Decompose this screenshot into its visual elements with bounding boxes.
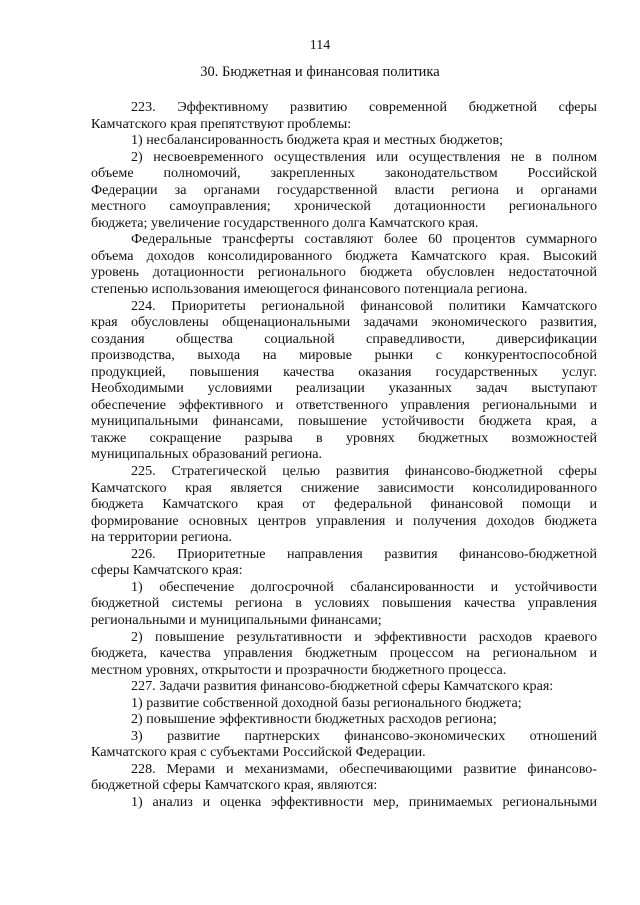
text-line: создания общества социальной справедливости, диверсификации [91, 330, 597, 347]
text-line: 1) несбалансированность бюджета края и местных бюджетов; [131, 132, 504, 149]
section-title: 30. Бюджетная и финансовая политика [200, 64, 440, 80]
text-line: объема доходов консолидированного бюджета Камчатского края. Высокий [91, 247, 597, 264]
page-number: 114 [309, 38, 331, 53]
text-line: бюджета, качества управления бюджетным процессом на региональном и [91, 645, 597, 662]
text-line: региональными и муниципальными финансами; [91, 611, 382, 628]
text-line: 2) повышение результативности и эффективности расходов краевого [131, 628, 597, 645]
text-line: производства, выхода на мировые рынки с конкурентоспособной [91, 347, 597, 364]
text-line: продукцией, повышения качества оказания государственных услуг. [91, 363, 597, 380]
text-line: Камчатского края препятствуют проблемы: [91, 115, 352, 132]
text-line: местного самоуправления; хронической дотационности регионального [91, 198, 597, 215]
text-line: 1) развитие собственной доходной базы регионального бюджета; [131, 694, 522, 711]
text-line: 3) развитие партнерских финансово-экономических отношений [131, 727, 597, 744]
text-line: 225. Стратегической целью развития финансово-бюджетной сферы [131, 463, 597, 480]
text-line: муниципальных образований региона. [91, 446, 323, 463]
text-line: Федерации за органами государственной власти региона и органами [91, 181, 597, 198]
text-line: бюджета; увеличение государственного долга Камчатского края. [91, 214, 479, 231]
text-line: объеме полномочий, закрепленных законодательством Российской [91, 165, 597, 182]
text-line: края обусловлены общенациональными задачами экономического развития, [91, 314, 597, 331]
text-line: степенью использования имеющегося финансового потенциала региона. [91, 281, 528, 298]
text-line: 2) несвоевременного осуществления или осуществления не в полном [131, 148, 597, 165]
text-line: 223. Эффективному развитию современной бюджетной сферы [131, 99, 597, 115]
text-line: 1) анализ и оценка эффективности мер, принимаемых региональными [131, 793, 597, 810]
text-line: 228. Мерами и механизмами, обеспечивающими развитие финансово- [131, 760, 597, 777]
text-line: 227. Задачи развития финансово-бюджетной сферы Камчатского края: [131, 678, 554, 695]
text-line: 226. Приоритетные направления развития финансово-бюджетной [131, 545, 597, 562]
text-line: также сокращение разрыва в уровнях бюджетных возможностей [91, 429, 597, 446]
text-line: Необходимыми условиями реализации указанных задач выступают [91, 380, 597, 397]
text-line: на территории региона. [91, 529, 233, 546]
text-line: Камчатского края с субъектами Российской Федерации. [91, 744, 426, 761]
text-line: бюджетной сферы Камчатского края, являются: [91, 777, 378, 794]
text-line: 224. Приоритеты региональной финансовой политики Камчатского [131, 297, 597, 314]
document-body [91, 99, 597, 811]
text-line: бюджета Камчатского края от федеральной финансовой помощи и [91, 496, 597, 513]
text-line: местном уровнях, открытости и прозрачности бюджетного процесса. [91, 661, 507, 678]
text-line: уровень дотационности регионального бюджета обусловлен недостаточной [91, 264, 597, 281]
text-line: формирование основных центров управления и получения доходов бюджета [91, 512, 597, 529]
text-line: сферы Камчатского края: [91, 562, 243, 579]
text-line: 2) повышение эффективности бюджетных расходов региона; [131, 711, 497, 728]
text-line: бюджетной системы региона в условиях повышения качества управления [91, 595, 597, 612]
text-line: Камчатского края является снижение зависимости консолидированного [91, 479, 597, 496]
text-line: 1) обеспечение долгосрочной сбалансированности и устойчивости [131, 578, 597, 595]
text-line: муниципальными финансами, повышение устойчивости бюджета края, а [91, 413, 597, 430]
text-line: обеспечение эффективного и ответственного управления региональными и [91, 396, 597, 413]
text-line: Федеральные трансферты составляют более 60 процентов суммарного [131, 231, 597, 248]
